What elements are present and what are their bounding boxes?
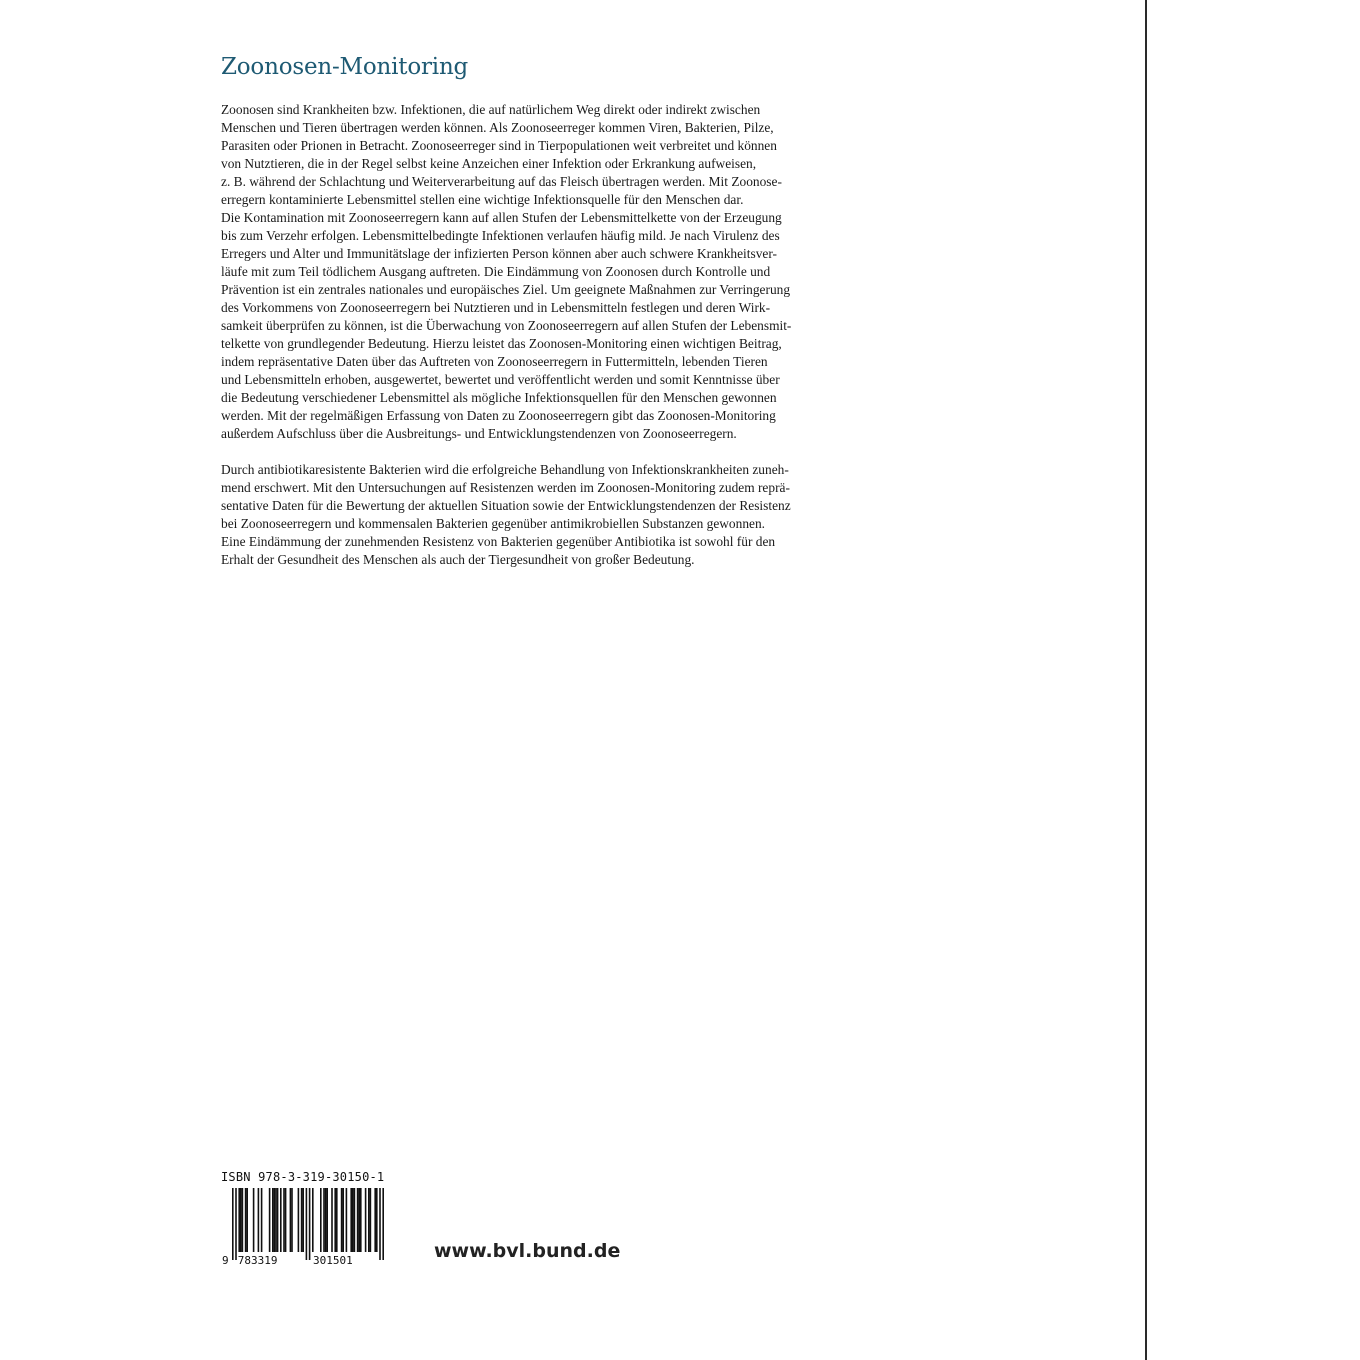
- barcode-bar: [291, 1188, 293, 1252]
- barcode-bar: [370, 1188, 372, 1252]
- barcode-bar: [365, 1188, 367, 1252]
- barcode-bar: [374, 1188, 376, 1252]
- isbn-label: ISBN 978-3-319-30150-1: [221, 1170, 385, 1184]
- barcode-bar: [376, 1188, 378, 1252]
- text-line: Durch antibiotikaresistente Bakterien wird die erfolgreiche Behandlung von Infektionskrankheiten zuneh-: [221, 462, 789, 477]
- barcode-bar: [258, 1188, 260, 1252]
- body-paragraph-1: [221, 101, 861, 443]
- text-line: Erregers und Alter und Immunitätslage der infizierten Person können aber auch schwere Krankheitsver-: [221, 246, 777, 261]
- barcode-guard-bar: [232, 1188, 234, 1260]
- text-line: bei Zoonoseerregern und kommensalen Bakterien gegenüber antimikrobiellen Substanzen gewonnen.: [221, 516, 766, 531]
- barcode-bar: [368, 1188, 370, 1252]
- barcode-bar: [302, 1188, 304, 1252]
- barcode-guard-bar: [379, 1188, 381, 1260]
- barcode-bar: [238, 1188, 240, 1252]
- barcode-bar: [357, 1188, 359, 1252]
- barcode-bar: [240, 1188, 242, 1252]
- barcode-bar: [346, 1188, 348, 1252]
- spine-edge-line: [1145, 0, 1147, 1360]
- text-line: des Vorkommens von Zoonoseerregern bei Nutztieren und in Lebensmitteln festlegen und deren Wirk-: [221, 300, 771, 315]
- barcode-bar: [272, 1188, 274, 1252]
- text-line: samkeit überprüfen zu können, ist die Überwachung von Zoonoseerregern auf allen Stufen der Lebensmit-: [221, 318, 792, 333]
- barcode-bar: [336, 1188, 338, 1252]
- text-line: die Bedeutung verschiedener Lebensmittel als mögliche Infektionsquellen für den Menschen gewonnen: [221, 390, 777, 405]
- barcode-bar: [352, 1188, 354, 1252]
- barcode-bar: [341, 1188, 343, 1252]
- isbn-barcode: [221, 1188, 391, 1266]
- barcode-bar: [325, 1188, 327, 1252]
- barcode-digits: 301501: [313, 1254, 353, 1266]
- text-line: telkette von grundlegender Bedeutung. Hierzu leistet das Zoonosen-Monitoring einen wichtigen Beitrag,: [221, 336, 782, 351]
- barcode-bar: [242, 1188, 244, 1252]
- text-line: sentative Daten für die Bewertung der aktuellen Situation sowie der Entwicklungstendenzen der Resistenz: [221, 498, 791, 513]
- barcode-bar: [253, 1188, 255, 1252]
- barcode-bar: [245, 1188, 247, 1252]
- barcode-digits: 9: [222, 1254, 229, 1266]
- barcode-bar: [298, 1188, 300, 1252]
- barcode-digits: 783319: [237, 1254, 278, 1266]
- barcode-bar: [269, 1188, 271, 1252]
- text-line: mend erschwert. Mit den Untersuchungen auf Resistenzen werden im Zoonosen-Monitoring zudem reprä-: [221, 480, 790, 495]
- barcode-guard-bar: [309, 1188, 311, 1260]
- text-line: Eine Eindämmung der zunehmenden Resistenz von Bakterien gegenüber Antibiotika ist sowohl für den: [221, 534, 776, 549]
- barcode-guard-bar: [235, 1188, 237, 1260]
- text-line: und Lebensmitteln erhoben, ausgewertet, bewertet und veröffentlicht werden und somit Kenntnisse über: [221, 372, 780, 387]
- text-line: indem repräsentative Daten über das Auftreten von Zoonoseerregern in Futtermitteln, lebenden Tieren: [221, 354, 768, 369]
- barcode-bar: [275, 1188, 277, 1252]
- barcode-bar: [334, 1188, 336, 1252]
- text-line: Zoonosen sind Krankheiten bzw. Infektionen, die auf natürlichem Weg direkt oder indirekt zwischen: [221, 102, 761, 117]
- barcode-bar: [261, 1188, 263, 1252]
- barcode-bar: [274, 1188, 276, 1252]
- barcode-bar: [323, 1188, 325, 1252]
- barcode-bar: [301, 1188, 303, 1252]
- barcode-bar: [331, 1188, 333, 1252]
- barcode-bar: [277, 1188, 279, 1252]
- barcode-bar: [312, 1188, 314, 1252]
- text-line: z. B. während der Schlachtung und Weiterverarbeitung auf das Fleisch übertragen werden. Mit Zoonose-: [221, 174, 782, 189]
- barcode-bar: [290, 1188, 292, 1252]
- barcode-bar: [358, 1188, 360, 1252]
- text-line: läufe mit zum Teil tödlichem Ausgang auftreten. Die Eindämmung von Zoonosen durch Kontrolle und: [221, 264, 771, 279]
- website-url: www.bvl.bund.de: [434, 1240, 621, 1262]
- barcode-bar: [350, 1188, 352, 1252]
- barcode-bar: [320, 1188, 322, 1252]
- barcode-bar: [354, 1188, 356, 1252]
- text-line: werden. Mit der regelmäßigen Erfassung von Daten zu Zoonoseerregern gibt das Zoonosen-Monitoring: [221, 408, 776, 423]
- barcode-bar: [326, 1188, 328, 1252]
- barcode-bar: [285, 1188, 287, 1252]
- text-line: Parasiten oder Prionen in Betracht. Zoonoseerreger sind in Tierpopulationen weit verbreitet und können: [221, 138, 777, 153]
- barcode-guard-bar: [306, 1188, 308, 1260]
- text-line: Prävention ist ein zentrales nationales und europäisches Ziel. Um geeignete Maßnahmen zur Verringerung: [221, 282, 791, 297]
- text-line: Erhalt der Gesundheit des Menschen als auch der Tiergesundheit von großer Bedeutung.: [221, 552, 695, 567]
- text-line: Die Kontamination mit Zoonoseerregern kann auf allen Stufen der Lebensmittelkette von der Erzeugung: [221, 210, 782, 225]
- page-title: Zoonosen-Monitoring: [221, 54, 469, 80]
- body-paragraph-2: [221, 461, 861, 569]
- text-line: außerdem Aufschluss über die Ausbreitungs- und Entwicklungstendenzen von Zoonoseerregern.: [221, 426, 737, 441]
- barcode-bar: [360, 1188, 362, 1252]
- text-line: bis zum Verzehr erfolgen. Lebensmittelbedingte Infektionen verlaufen häufig mild. Je nach Virulenz des: [221, 228, 780, 243]
- barcode-bar: [246, 1188, 248, 1252]
- barcode-bar: [342, 1188, 344, 1252]
- barcode-bar: [280, 1188, 282, 1252]
- text-line: Menschen und Tieren übertragen werden können. Als Zoonoseerreger kommen Viren, Bakterien, Pilze,: [221, 120, 774, 135]
- barcode-guard-bar: [382, 1188, 384, 1260]
- text-line: von Nutztieren, die in der Regel selbst keine Anzeichen einer Infektion oder Erkrankung aufweisen,: [221, 156, 757, 171]
- barcode-bar: [283, 1188, 285, 1252]
- text-line: erregern kontaminierte Lebensmittel stellen eine wichtige Infektionsquelle für den Menschen dar.: [221, 192, 744, 207]
